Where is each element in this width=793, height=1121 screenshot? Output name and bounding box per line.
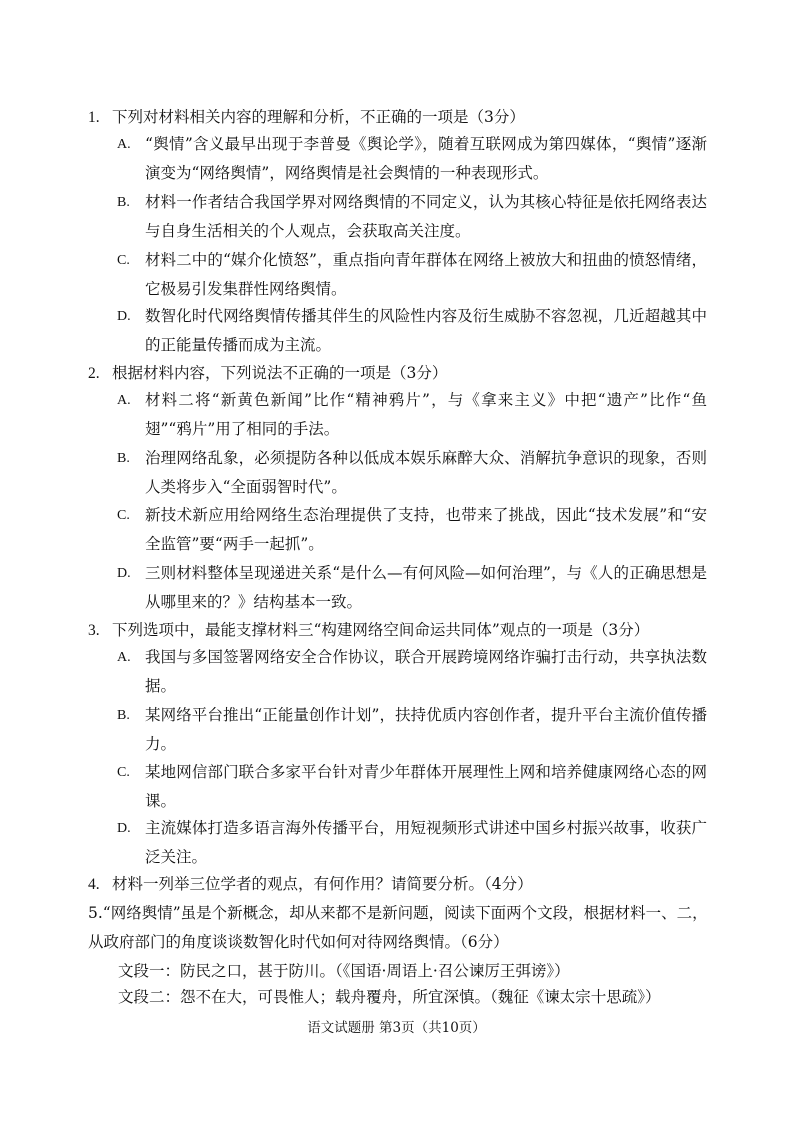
- option-letter: A.: [117, 650, 131, 665]
- option-text: 三则材料整体呈现递进关系“是什么—有何风险—如何治理”，与《人的正确思想是从哪里来的？》结构基本一致。: [145, 564, 707, 611]
- option-text: “舆情”含义最早出现于李普曼《舆论学》，随着互联网成为第四媒体，“舆情”逐渐演变为“网络舆情”，网络舆情是社会舆情的一种表现形式。: [145, 135, 707, 182]
- option-3d: [117, 814, 707, 872]
- option-letter: D.: [117, 821, 131, 836]
- option-text: 某网络平台推出“正能量创作计划”，扶持优质内容创作者，提升平台主流价值传播力。: [145, 706, 707, 753]
- question-1-stem: [88, 104, 708, 131]
- question-5-stem: [88, 899, 708, 957]
- option-2b: [117, 444, 707, 502]
- option-letter: C.: [117, 765, 130, 780]
- option-text: 材料二将“新黄色新闻”比作“精神鸦片”，与《拿来主义》中把“遗产”比作“鱼翅”“鸦片”用了相同的手法。: [145, 391, 707, 438]
- question-text: 下列选项中，最能支撑材料三“构建网络空间命运共同体”观点的一项是（3分）: [112, 621, 650, 639]
- question-text: 材料一列举三位学者的观点，有何作用？请简要分析。（4分）: [112, 875, 533, 893]
- question-3-stem: [88, 617, 708, 644]
- passage-2: 文段二：怨不在大，可畏惟人；载舟覆舟，所宜深慎。（魏征《谏太宗十思疏》）: [118, 988, 661, 1006]
- option-letter: C.: [117, 253, 130, 268]
- option-letter: B.: [117, 195, 130, 210]
- option-letter: D.: [117, 566, 131, 581]
- option-text: 材料一作者结合我国学界对网络舆情的不同定义，认为其核心特征是依托网络表达与自身生活相关的个人观点，会获取高关注度。: [145, 193, 707, 240]
- question-number: 4.: [88, 876, 100, 893]
- question-number: 2.: [88, 365, 100, 382]
- option-letter: A.: [117, 393, 131, 408]
- option-letter: D.: [117, 309, 131, 324]
- option-letter: A.: [117, 137, 131, 152]
- option-1c: [117, 246, 707, 304]
- option-letter: C.: [117, 508, 130, 523]
- option-1d: [117, 302, 707, 360]
- question-number: 3.: [88, 622, 100, 639]
- option-text: 主流媒体打造多语言海外传播平台，用短视频形式讲述中国乡村振兴故事，收获广泛关注。: [145, 819, 707, 866]
- option-2d: [117, 559, 707, 617]
- question-text: 根据材料内容，下列说法不正确的一项是（3分）: [112, 364, 448, 382]
- question-number: 1.: [88, 109, 100, 126]
- option-2a: [117, 386, 707, 444]
- question-number: 5.: [88, 904, 103, 922]
- option-letter: B.: [117, 708, 130, 723]
- option-3a: [117, 643, 707, 701]
- option-2c: [117, 501, 707, 559]
- option-1b: [117, 188, 707, 246]
- option-text: 新技术新应用给网络生态治理提供了支持，也带来了挑战，因此“技术发展”和“安全监管”要“两手一起抓”。: [145, 506, 707, 553]
- option-3c: [117, 758, 707, 816]
- option-text: 治理网络乱象，必须提防各种以低成本娱乐麻醉大众、消解抗争意识的现象，否则人类将步入“全面弱智时代”。: [145, 449, 707, 496]
- option-text: 我国与多国签署网络安全合作协议，联合开展跨境网络诈骗打击行动，共享执法数据。: [145, 648, 707, 695]
- option-3b: [117, 701, 707, 759]
- passage-1: 文段一：防民之口，甚于防川。（《国语·周语上·召公谏厉王弭谤》）: [118, 962, 570, 980]
- option-letter: B.: [117, 451, 130, 466]
- option-1a: [117, 130, 707, 188]
- question-text: 下列对材料相关内容的理解和分析，不正确的一项是（3分）: [112, 108, 525, 126]
- option-text: 材料二中的“媒介化愤怒”，重点指向青年群体在网络上被放大和扭曲的愤怒情绪，它极易引发集群性网络舆情。: [145, 251, 707, 298]
- question-2-stem: [88, 360, 708, 387]
- option-text: 数智化时代网络舆情传播其伴生的风险性内容及衍生威胁不容忽视，几近超越其中的正能量传播而成为主流。: [145, 307, 707, 354]
- page-footer: 语文试题册 第3页（共10页）: [307, 1020, 486, 1036]
- question-text: “网络舆情”虽是个新概念，却从来都不是新问题，阅读下面两个文段，根据材料一、二，从政府部门的角度谈谈数智化时代如何对待网络舆情。（6分）: [88, 904, 708, 951]
- option-text: 某地网信部门联合多家平台针对青少年群体开展理性上网和培养健康网络心态的网课。: [145, 763, 707, 810]
- question-4-stem: [88, 871, 708, 898]
